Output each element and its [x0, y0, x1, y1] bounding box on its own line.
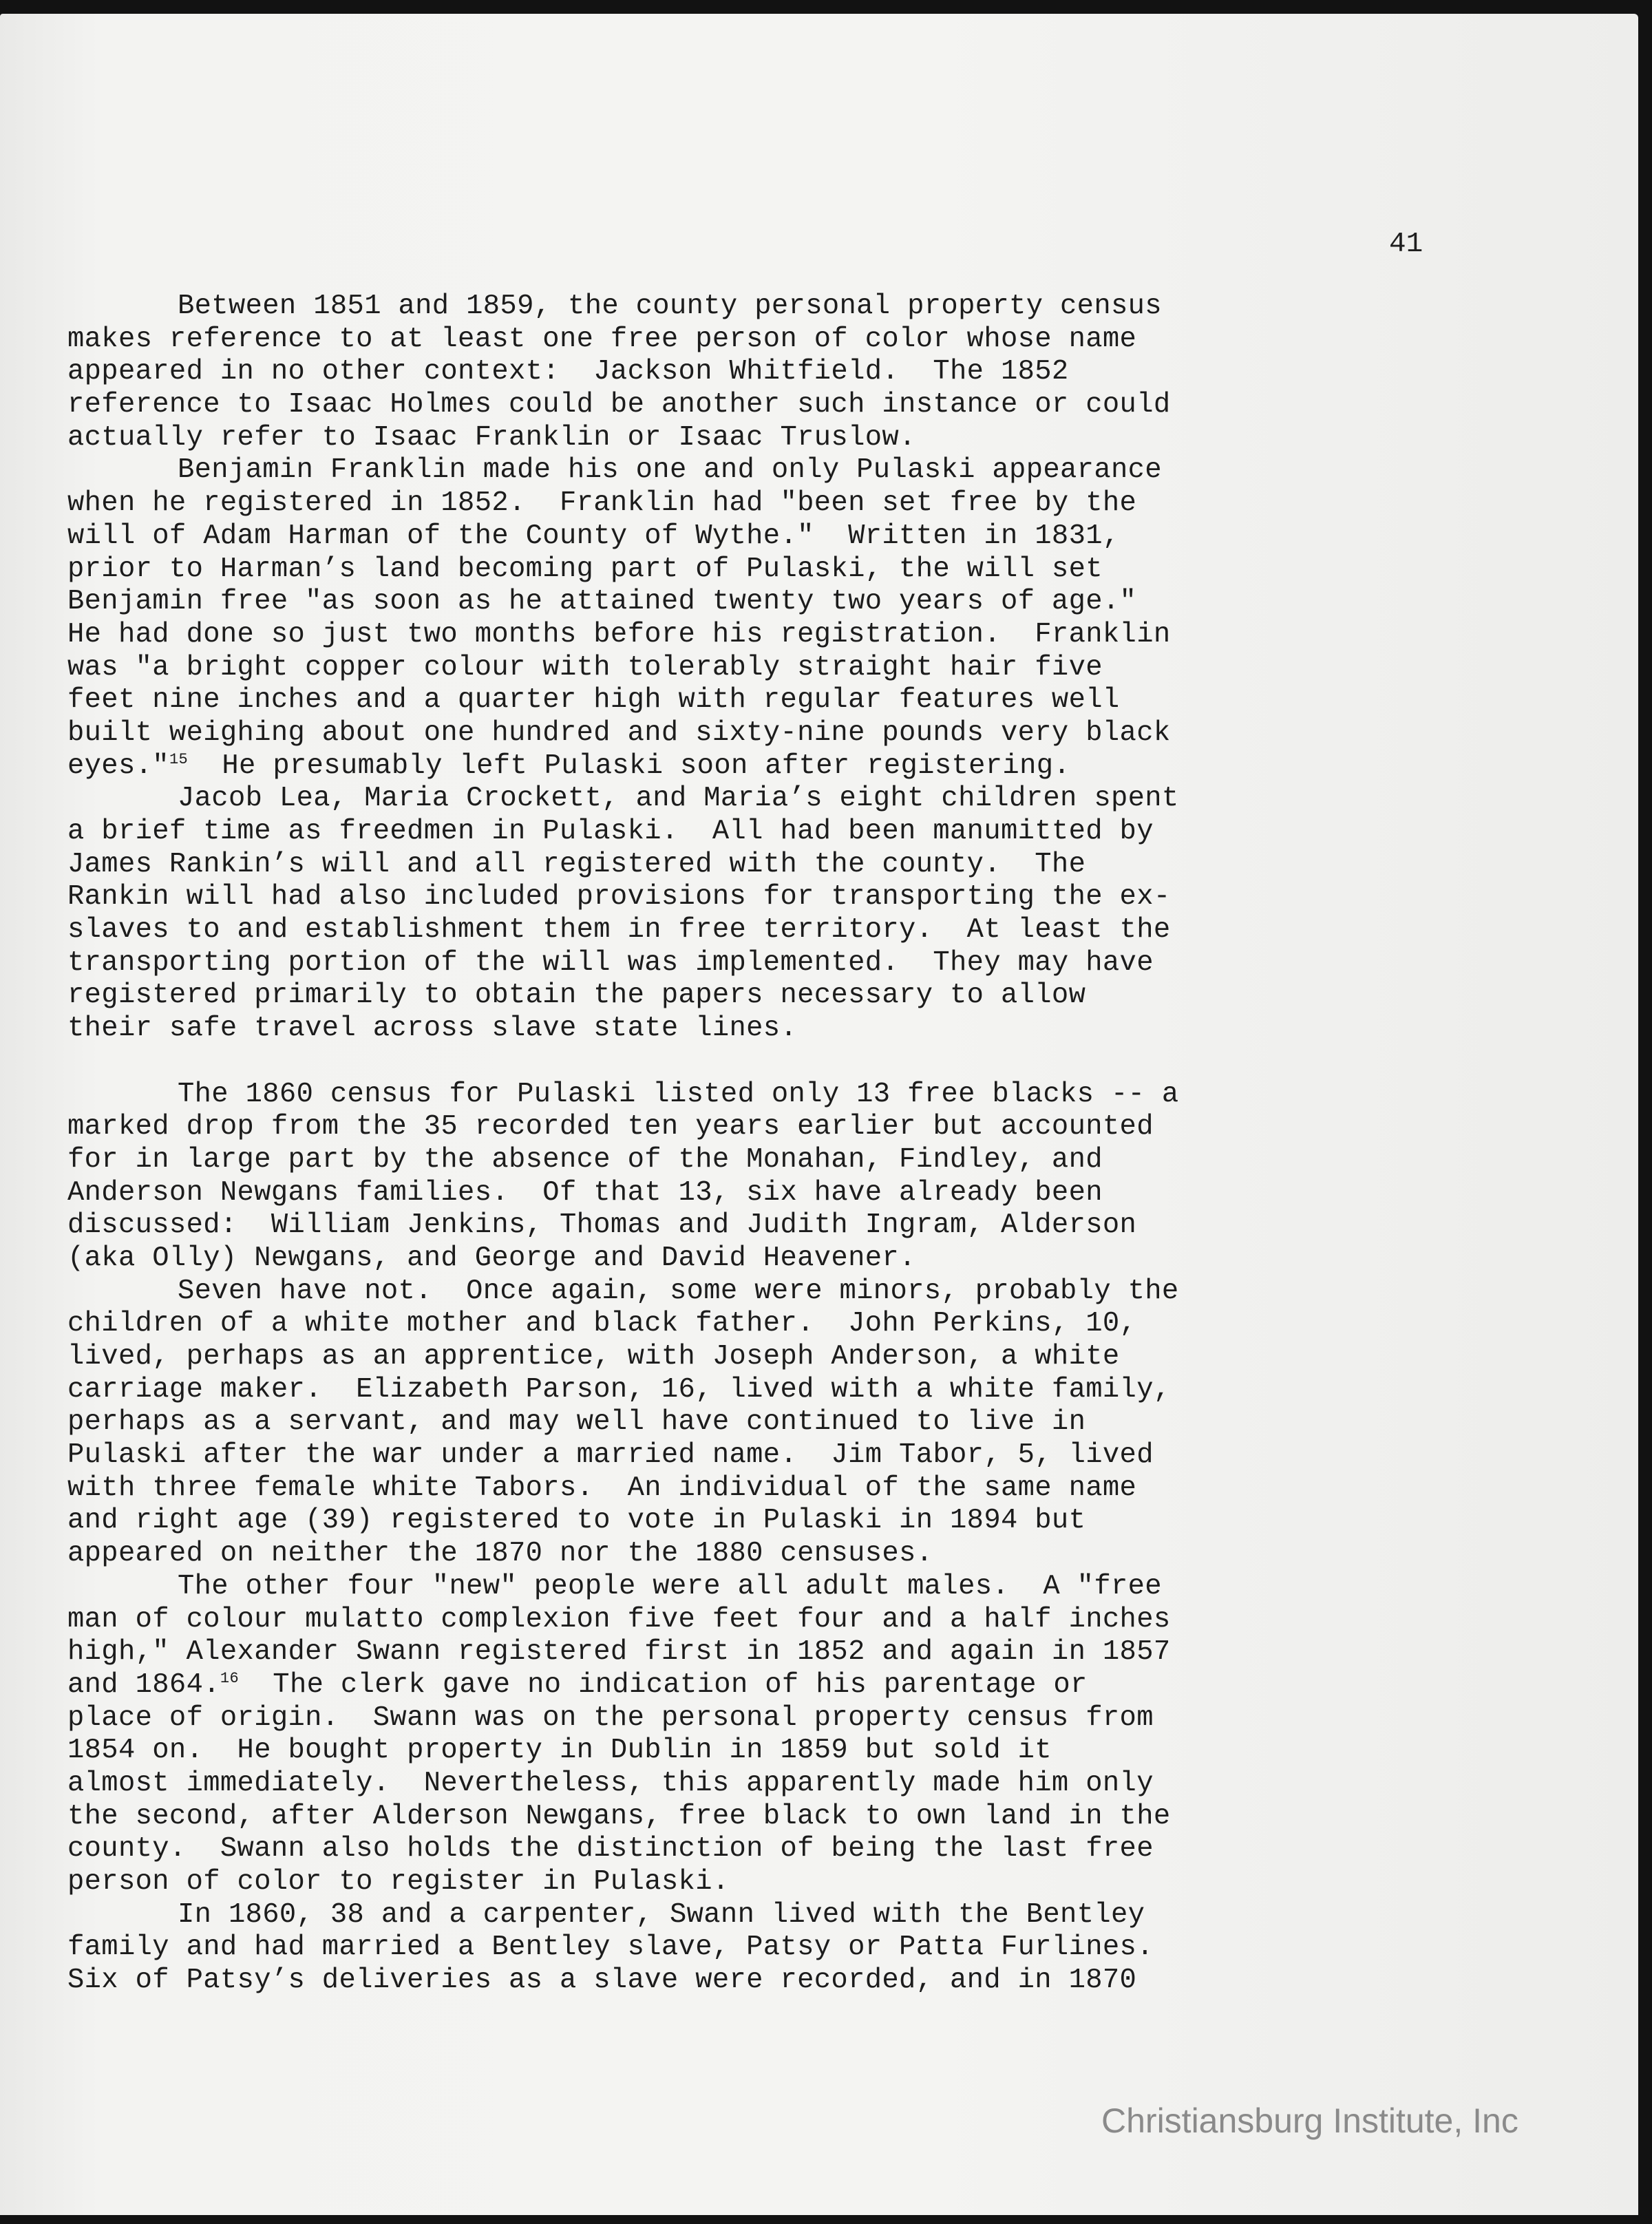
line-text: man of colour mulatto complexion five feet four and a half inches	[67, 1603, 1171, 1635]
text-line	[67, 717, 1534, 750]
text-line	[67, 356, 1534, 389]
text-line	[67, 1275, 1534, 1309]
watermark: Christiansburg Institute, Inc	[1101, 2101, 1518, 2140]
footnote-marker: 15	[169, 750, 189, 768]
line-text: Jacob Lea, Maria Crockett, and Maria’s eight children spent	[178, 783, 1179, 815]
line-text: will of Adam Harman of the County of Wythe." Written in 1831,	[67, 520, 1120, 552]
text-line	[67, 389, 1534, 422]
text-line	[67, 881, 1534, 914]
line-text: makes reference to at least one free person of color whose name	[67, 323, 1137, 355]
text-line	[67, 1341, 1534, 1374]
line-text: and right age (39) registered to vote in Pulaski in 1894 but	[67, 1505, 1086, 1537]
text-line	[67, 1111, 1534, 1144]
line-text: family and had married a Bentley slave, Patsy or Patta Furlines.	[67, 1931, 1154, 1964]
line-text: appeared on neither the 1870 nor the 1880 censuses.	[67, 1538, 933, 1570]
text-line	[67, 1768, 1534, 1801]
text-line	[67, 816, 1534, 849]
text-line	[67, 684, 1534, 717]
line-text: eyes."	[67, 750, 169, 782]
line-text: discussed: William Jenkins, Thomas and Judith Ingram, Alderson	[67, 1209, 1137, 1242]
line-text: a brief time as freedmen in Pulaski. All had been manumitted by	[67, 816, 1154, 847]
text-line	[67, 1013, 1534, 1046]
text-line	[67, 454, 1534, 487]
line-text: high," Alexander Swann registered first in 1852 and again in 1857	[67, 1636, 1171, 1669]
line-text: transporting portion of the will was implemented. They may have	[67, 946, 1154, 979]
line-text: registered primarily to obtain the papers necessary to allow	[67, 979, 1086, 1012]
line-text: lived, perhaps as an apprentice, with Joseph Anderson, a white	[67, 1341, 1120, 1373]
line-text: and 1864.	[67, 1669, 220, 1701]
line-text: He had done so just two months before his registration. Franklin	[67, 618, 1171, 650]
text-line	[67, 1144, 1534, 1177]
line-text: children of a white mother and black father. John Perkins, 10,	[67, 1308, 1137, 1340]
text-line	[67, 1801, 1534, 1834]
text-line	[67, 1735, 1534, 1768]
line-text: carriage maker. Elizabeth Parson, 16, lived with a white family,	[67, 1373, 1171, 1406]
text-line	[67, 1505, 1534, 1538]
line-text: Six of Patsy’s deliveries as a slave were recorded, and in 1870	[67, 1964, 1137, 1997]
line-text: In 1860, 38 and a carpenter, Swann lived with the Bentley	[178, 1898, 1145, 1931]
line-text: The 1860 census for Pulaski listed only 13 free blacks -- a	[178, 1078, 1179, 1110]
text-line	[67, 947, 1534, 980]
footnote-marker: 16	[220, 1669, 239, 1687]
text-line	[67, 979, 1534, 1013]
line-text: county. Swann also holds the distinction of being the last free	[67, 1833, 1154, 1865]
text-line	[67, 619, 1534, 652]
line-text: The other four "new" people were all adult males. A "free	[178, 1570, 1162, 1602]
line-text: the second, after Alderson Newgans, free black to own land in the	[67, 1800, 1171, 1832]
text-line	[67, 1472, 1534, 1505]
text-line	[67, 1604, 1534, 1637]
line-text: their safe travel across slave state lines.	[67, 1013, 798, 1045]
text-line	[67, 750, 1534, 783]
line-text: was "a bright copper colour with tolerably straight hair five	[67, 651, 1103, 684]
text-line	[67, 1833, 1534, 1866]
line-text: 1854 on. He bought property in Dublin in 1859 but sold it	[67, 1735, 1052, 1767]
line-text: with three female white Tabors. An individual of the same name	[67, 1472, 1137, 1504]
line-text: Seven have not. Once again, some were minors, probably the	[178, 1275, 1179, 1307]
body-text	[67, 290, 1534, 1998]
line-text: almost immediately. Nevertheless, this apparently made him only	[67, 1767, 1154, 1799]
text-line	[67, 652, 1534, 685]
line-text: Pulaski after the war under a married name. Jim Tabor, 5, lived	[67, 1439, 1154, 1472]
line-text: prior to Harman’s land becoming part of Pulaski, the will set	[67, 553, 1103, 585]
text-line	[67, 1866, 1534, 1899]
text-line	[67, 914, 1534, 947]
text-line	[67, 849, 1534, 882]
line-text: place of origin. Swann was on the personal property census from	[67, 1702, 1154, 1734]
text-line	[67, 1964, 1534, 1998]
text-line	[67, 1669, 1534, 1702]
blank-line	[67, 1046, 1534, 1079]
text-line	[67, 1899, 1534, 1932]
text-line	[67, 1209, 1534, 1242]
line-text: perhaps as a servant, and may well have continued to live in	[67, 1406, 1086, 1439]
text-line	[67, 1636, 1534, 1669]
line-text-continued: The clerk gave no indication of his parentage or	[239, 1669, 1088, 1701]
text-line	[67, 422, 1534, 455]
line-text: marked drop from the 35 recorded ten years earlier but accounted	[67, 1111, 1154, 1143]
page-number: 41	[1389, 229, 1423, 260]
text-line	[67, 1242, 1534, 1275]
line-text: (aka Olly) Newgans, and George and David Heavener.	[67, 1242, 916, 1274]
text-line	[67, 553, 1534, 586]
text-line	[67, 1374, 1534, 1407]
text-line	[67, 586, 1534, 619]
line-text: appeared in no other context: Jackson Whitfield. The 1852	[67, 356, 1069, 388]
text-line	[67, 487, 1534, 520]
line-text: James Rankin’s will and all registered with the county. The	[67, 848, 1086, 880]
line-text: for in large part by the absence of the Monahan, Findley, and	[67, 1143, 1103, 1176]
line-text: feet nine inches and a quarter high with regular features well	[67, 684, 1120, 717]
text-line	[67, 520, 1534, 553]
text-line	[67, 783, 1534, 816]
line-text: Rankin will had also included provisions for transporting the ex-	[67, 881, 1171, 913]
text-line	[67, 1702, 1534, 1735]
text-line	[67, 1079, 1534, 1112]
line-text: built weighing about one hundred and sixty-nine pounds very black	[67, 717, 1171, 749]
text-line	[67, 1538, 1534, 1571]
text-line	[67, 1571, 1534, 1604]
text-line	[67, 1406, 1534, 1439]
text-line	[67, 290, 1534, 324]
text-line	[67, 1308, 1534, 1341]
line-text-continued: He presumably left Pulaski soon after registering.	[188, 750, 1071, 782]
text-line	[67, 1931, 1534, 1964]
text-line	[67, 324, 1534, 357]
line-text: when he registered in 1852. Franklin had "been set free by the	[67, 487, 1137, 520]
line-text: Benjamin Franklin made his one and only Pulaski appearance	[178, 454, 1162, 487]
text-line	[67, 1177, 1534, 1210]
line-text: Anderson Newgans families. Of that 13, six have already been	[67, 1176, 1103, 1209]
line-text: actually refer to Isaac Franklin or Isaac Truslow.	[67, 421, 916, 454]
line-text: person of color to register in Pulaski.	[67, 1866, 730, 1898]
line-text: Between 1851 and 1859, the county personal property census	[178, 290, 1162, 322]
line-text: slaves to and establishment them in free territory. At least the	[67, 914, 1171, 946]
text-line	[67, 1439, 1534, 1472]
line-text: Benjamin free "as soon as he attained twenty two years of age."	[67, 586, 1137, 618]
document-page	[0, 14, 1638, 2215]
line-text: reference to Isaac Holmes could be another such instance or could	[67, 389, 1171, 421]
